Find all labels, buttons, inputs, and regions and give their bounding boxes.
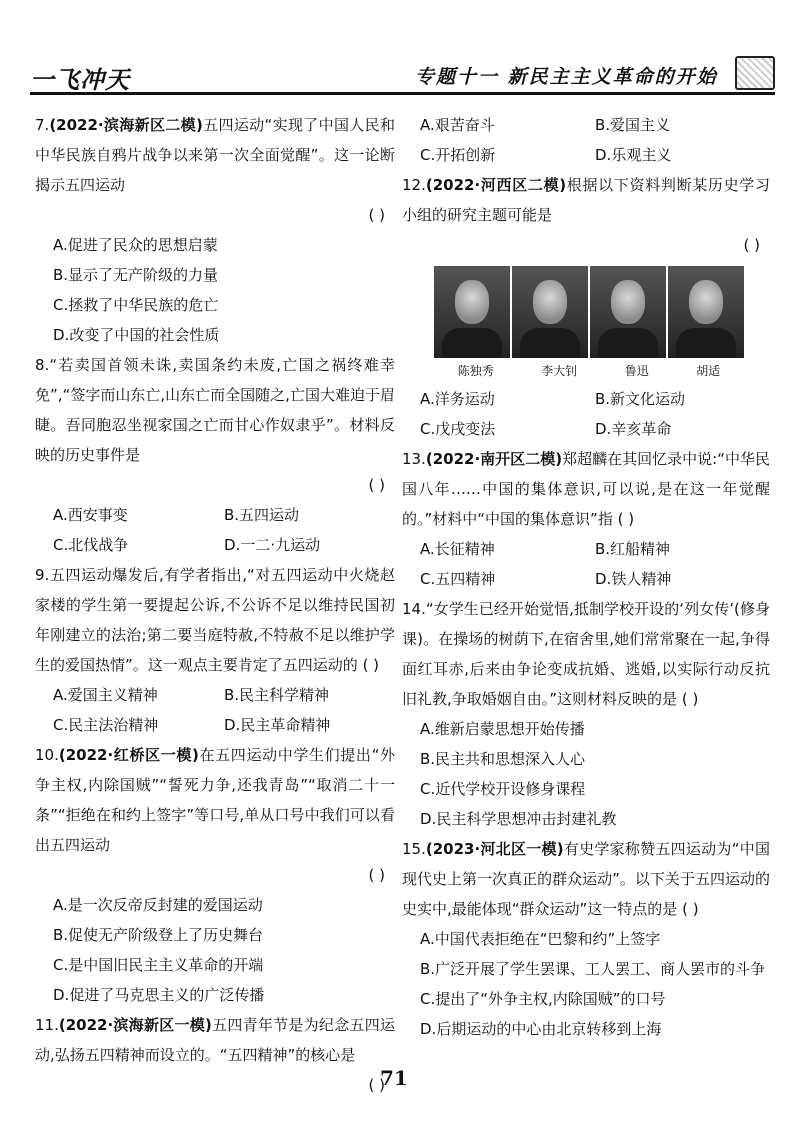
question-source: (2023·河北区一模) (425, 840, 564, 858)
caption: 李大钊 (541, 364, 578, 378)
question-text: 郑超麟在其回忆录中说:“中华民国八年……中国的集体意识,可以说,是在这一年觉醒的。”材料中“中国的集体意识”指 (402, 450, 770, 528)
question-source: (2022·红桥区一模) (58, 746, 199, 764)
question-number: 10. (35, 746, 59, 764)
option-d[interactable]: D.后期运动的中心由北京转移到上海 (420, 1020, 662, 1038)
option-c[interactable]: C.是中国旧民主主义革命的开端 (53, 956, 264, 974)
question-number: 14. (402, 600, 426, 618)
answer-blank[interactable]: ( ) (681, 690, 699, 708)
caption: 胡适 (696, 364, 721, 378)
page-header (30, 60, 775, 100)
question-10 (35, 740, 395, 1010)
question-number: 13. (402, 450, 426, 468)
option-d[interactable]: D.铁人精神 (595, 570, 672, 588)
question-11 (35, 1010, 395, 1100)
options-grid (35, 680, 395, 740)
answer-blank[interactable]: ( ) (743, 236, 760, 254)
question-stem (35, 350, 395, 470)
option-c[interactable]: C.北伐战争 (53, 536, 129, 554)
left-column (35, 110, 395, 1100)
answer-blank[interactable]: ( ) (362, 656, 380, 674)
question-number: 12. (402, 176, 426, 194)
option-a[interactable]: A.是一次反帝反封建的爱国运动 (53, 896, 263, 914)
question-text: 五四运动爆发后,有学者指出,“对五四运动中火烧赵家楼的学生第一要提起公诉,不公诉不足以维持民国初年刚建立的法治;第二要当庭特赦,不特赦不足以维护学生的爱国热情”。这一观点主要肯定了五四运动的 (35, 566, 395, 674)
options-grid (35, 500, 395, 560)
option-c[interactable]: C.拯救了中华民族的危亡 (53, 296, 219, 314)
answer-blank[interactable]: ( ) (368, 1076, 385, 1094)
option-b[interactable]: B.五四运动 (224, 506, 300, 524)
option-b[interactable]: B.广泛开展了学生罢课、工人罢工、商人罢市的斗争 (420, 960, 766, 978)
option-c[interactable]: C.戊戌变法 (420, 420, 496, 438)
option-b[interactable]: B.民主共和思想深入人心 (420, 750, 586, 768)
portrait-lu-xun (590, 266, 666, 358)
question-source: (2022·南开区二模) (425, 450, 563, 468)
portrait-captions (434, 358, 744, 384)
answer-blank[interactable]: ( ) (368, 206, 385, 224)
option-b[interactable]: B.红船精神 (595, 540, 671, 558)
question-source: (2022·滨海新区一模) (58, 1016, 212, 1034)
header-rule (30, 92, 775, 95)
question-stem (35, 560, 395, 680)
option-d[interactable]: D.一二·九运动 (224, 536, 321, 554)
option-d[interactable]: D.乐观主义 (595, 146, 672, 164)
question-8 (35, 350, 395, 560)
portrait-li-dazhao (512, 266, 588, 358)
option-c[interactable]: C.提出了“外争主权,内除国贼”的口号 (420, 990, 666, 1008)
chapter-title: 专题十一 新民主主义革命的开始 (415, 66, 718, 88)
option-c[interactable]: C.五四精神 (420, 570, 496, 588)
option-d[interactable]: D.辛亥革命 (595, 420, 672, 438)
option-c[interactable]: C.民主法治精神 (53, 716, 159, 734)
question-number: 15. (402, 840, 426, 858)
answer-blank[interactable]: ( ) (617, 510, 635, 528)
portrait-photos (434, 266, 744, 358)
options-grid (402, 384, 770, 444)
question-source: (2022·河西区二模) (425, 176, 567, 194)
option-c[interactable]: C.开拓创新 (420, 146, 496, 164)
portrait-chen-duxiu (434, 266, 510, 358)
page-number: 71 (380, 1066, 408, 1090)
option-a[interactable]: A.爱国主义精神 (53, 686, 158, 704)
options-grid (402, 534, 770, 594)
option-a[interactable]: A.洋务运动 (420, 390, 495, 408)
option-b[interactable]: B.新文化运动 (595, 390, 686, 408)
option-a[interactable]: A.促进了民众的思想启蒙 (53, 236, 218, 254)
question-number: 8. (35, 356, 50, 374)
question-14 (402, 594, 770, 834)
question-text: “女学生已经开始觉悟,抵制学校开设的‘列女传’(修身课)。在操场的树荫下,在宿舍里,她们常常聚在一起,争得面红耳赤,后来由争论变成抗婚、逃婚,以实际行动反抗旧礼教,争取婚姻自由。”这则材料反映的是 (402, 600, 770, 708)
question-stem (35, 110, 395, 200)
question-number: 9. (35, 566, 50, 584)
option-a[interactable]: A.维新启蒙思想开始传播 (420, 720, 585, 738)
option-b[interactable]: B.民主科学精神 (224, 686, 330, 704)
answer-blank[interactable]: ( ) (368, 476, 385, 494)
question-number: 11. (35, 1016, 59, 1034)
option-a[interactable]: A.中国代表拒绝在“巴黎和约”上签字 (420, 930, 661, 948)
question-9 (35, 560, 395, 740)
question-text: “若卖国首领未诛,卖国条约未废,亡国之祸终难幸免”,“签字而山东亡,山东亡而全国随之,亡国大难迫于眉睫。吾同胞忍坐视家国之亡而甘心作奴隶乎”。材料反映的历史事件是 (35, 356, 395, 464)
question-text: 有史学家称赞五四运动为“中国现代史上第一次真正的群众运动”。以下关于五四运动的史实中,最能体现“群众运动”这一特点的是 (402, 840, 770, 918)
question-7 (35, 110, 395, 350)
answer-blank[interactable]: ( ) (682, 900, 699, 918)
portrait-figure (434, 266, 744, 384)
option-c[interactable]: C.近代学校开设修身课程 (420, 780, 586, 798)
option-d[interactable]: D.民主革命精神 (224, 716, 331, 734)
option-d[interactable]: D.促进了马克思主义的广泛传播 (53, 986, 265, 1004)
question-12 (402, 170, 770, 444)
question-15 (402, 834, 770, 1044)
option-a[interactable]: A.长征精神 (420, 540, 495, 558)
question-11-options (402, 110, 770, 170)
question-stem (35, 1010, 395, 1070)
question-stem (402, 834, 770, 924)
question-text: 在五四运动中学生们提出“外争主权,内除国贼”“誓死力争,还我青岛”“取消二十一条”“拒绝在和约上签字”等口号,单从口号中我们可以看出五四运动 (35, 746, 395, 854)
question-13 (402, 444, 770, 594)
question-stem (35, 740, 395, 860)
brand-logo: 一飞冲天 (30, 65, 130, 94)
question-stem (402, 170, 770, 230)
question-stem (402, 444, 770, 534)
option-d[interactable]: D.民主科学思想冲击封建礼教 (420, 810, 617, 828)
option-d[interactable]: D.改变了中国的社会性质 (53, 326, 220, 344)
option-a[interactable]: A.艰苦奋斗 (420, 116, 495, 134)
option-b[interactable]: B.爱国主义 (595, 116, 671, 134)
options-grid (402, 110, 770, 170)
portrait-hu-shi (668, 266, 744, 358)
question-text: 五四运动“实现了中国人民和中华民族自鸦片战争以来第一次全面觉醒”。这一论断揭示五四运动 (35, 116, 395, 194)
option-b[interactable]: B.促使无产阶级登上了历史舞台 (53, 926, 264, 944)
answer-blank[interactable]: ( ) (368, 866, 385, 884)
question-number: 7. (35, 116, 50, 134)
question-text: 五四青年节是为纪念五四运动,弘扬五四精神而设立的。“五四精神”的核心是 (35, 1016, 395, 1064)
decorative-badge-icon (735, 56, 775, 90)
caption: 陈独秀 (457, 364, 494, 378)
option-a[interactable]: A.西安事变 (53, 506, 128, 524)
question-stem (402, 594, 770, 714)
question-text: 根据以下资料判断某历史学习小组的研究主题可能是 (402, 176, 770, 224)
caption: 鲁迅 (624, 364, 649, 378)
right-column (402, 110, 770, 1044)
question-source: (2022·滨海新区二模) (49, 116, 203, 134)
option-b[interactable]: B.显示了无产阶级的力量 (53, 266, 219, 284)
